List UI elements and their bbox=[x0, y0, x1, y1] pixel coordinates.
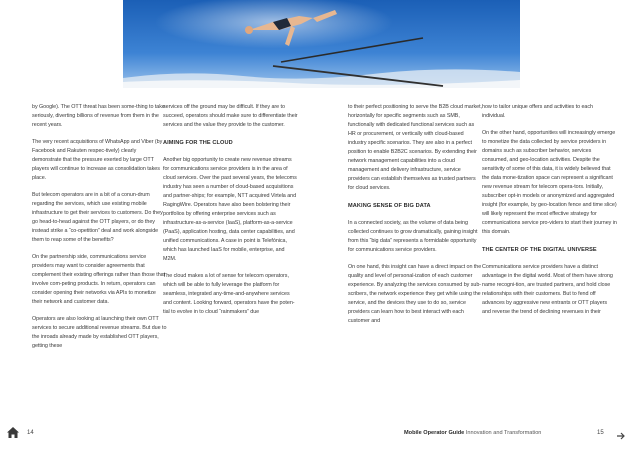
section-heading-big-data: MAKING SENSE OF BIG DATA bbox=[348, 203, 431, 209]
page-number-right: 15 bbox=[597, 430, 604, 436]
text-column-3 bbox=[348, 103, 483, 334]
paragraph: The very recent acquisitions of WhatsApp and Viber (by Facebook and Rakuten respec-tively) clearly demonstrate that the pressure exerted by large OTT players will continue to increase as consolidation takes place. bbox=[32, 139, 163, 181]
guide-subtitle: Innovation and Transformation bbox=[465, 430, 542, 436]
paragraph: services off the ground may be difficult. If they are to succeed, operators should make sure to differentiate their services and the value they provide to the customer. bbox=[163, 104, 298, 128]
paragraph: But telecom operators are in a bit of a conun-drum regarding the services, which use existing mobile infrastructure to get their services to customers. Do they go head-to-head against the OTT players, or do they instead strike a “co-opetition” deal and work alongside them to reap some of the benefits? bbox=[32, 192, 163, 243]
paragraph: how to tailor unique offers and activities to each individual. bbox=[482, 104, 593, 119]
paragraph: to their perfect positioning to serve the B2B cloud market, horizontally for specific segments such as SMB, functionally with dedicated functional services such as HR or procurement, or vertically with cloud-based industry specific scenarios. They are also in a perfect position to enable B2B2C scenarios. By extending their network management capabilities into a cloud management and delivery infrastructure, service providers can establish themselves as trusted partners for cloud services. bbox=[348, 104, 482, 191]
footer-guide-title bbox=[404, 430, 541, 436]
paragraph: by Google). The OTT threat has been some-thing to take seriously, diverting billions of revenue from them in the recent years. bbox=[32, 104, 165, 128]
paragraph: The cloud makes a lot of sense for telecom operators, which will be able to fully leverage the platform for seamless, integrated any-time-and-anywhere services and content. Looking forward, operators have the poten-tial to evolve in to cloud “rainmakers” due bbox=[163, 273, 295, 315]
home-icon[interactable] bbox=[6, 426, 20, 439]
paragraph: On the other hand, opportunities will increasingly emerge to monetize the data collected by service providers in domains such as subscriber behavior, services consumed, and geo-location activities. Despite the sensitivity of some of this data, it is widely believed that the data mone-tization space can represent a significant new revenue stream for telecom opera-tors. Initially, subscriber opt-in models or anonymized and aggregated insight (for example, by geo-location fence and time slice) will likely represent the most effective strategy for communications service pro-viders to start their journey in this domain. bbox=[482, 130, 617, 235]
section-heading-digital-universe: THE CENTER OF THE DIGITAL UNIVERSE bbox=[482, 247, 597, 253]
header-photo bbox=[123, 0, 520, 88]
text-column-2 bbox=[163, 103, 298, 325]
text-column-4 bbox=[482, 103, 617, 325]
page-number-left: 14 bbox=[27, 430, 34, 436]
section-heading-cloud: AIMING FOR THE CLOUD bbox=[163, 140, 233, 146]
paragraph: In a connected society, as the volume of data being collected continues to grow dramatically, gaining insight from this “big data” represents a formidable opportunity for communications service providers. bbox=[348, 220, 478, 253]
paragraph: Operators are also looking at launching their own OTT services to secure additional revenue streams. But due to the inroads already made by established OTT players, getting these bbox=[32, 316, 167, 349]
paragraph: Another big opportunity to create new revenue streams for communications service providers is in the area of cloud services. Over the past several years, the telecoms industry has seen a number of cloud-based acquisitions and partner-ships; for example, NTT acquired Virtela and RagingWire. Operators have also been bolstering their portfolios by offering enterprise services such as infrastructure-as-a-service (IaaS), platform-as-a-service (PaaS), application hosting, data center capabilities, and unified communications. A case in point is Telefónica, which has launched IaaS for mobile, enterprise, and M2M. bbox=[163, 157, 297, 262]
paragraph: Communications service providers have a distinct advantage in the digital world. Most of them have strong name recogni-tion, are trusted partners, and hold close relationships with their customers. But to fend off advances by aggressive new entrants or OTT players and reverse the trend of declining revenues in their bbox=[482, 264, 613, 315]
paragraph: On one hand, this insight can have a direct impact on the quality and level of personal-ization of each customer experience. By analyzing the services consumed by sub-scribers, the network experience they get while using the service, and the devices they use to do so, service providers can learn how to best interact with each customer and bbox=[348, 264, 482, 324]
next-page-arrow-icon[interactable] bbox=[616, 428, 626, 438]
pole-vaulter-photo bbox=[123, 0, 520, 88]
text-column-1 bbox=[32, 103, 167, 359]
paragraph: On the partnership side, communications service providers may want to consider agreements that complement their existing offerings rather than those that involve com-peting products. In return, operators can consider opening their networks via APIs to monetize their network and customer data. bbox=[32, 254, 166, 305]
guide-title: Mobile Operator Guide bbox=[404, 430, 465, 436]
